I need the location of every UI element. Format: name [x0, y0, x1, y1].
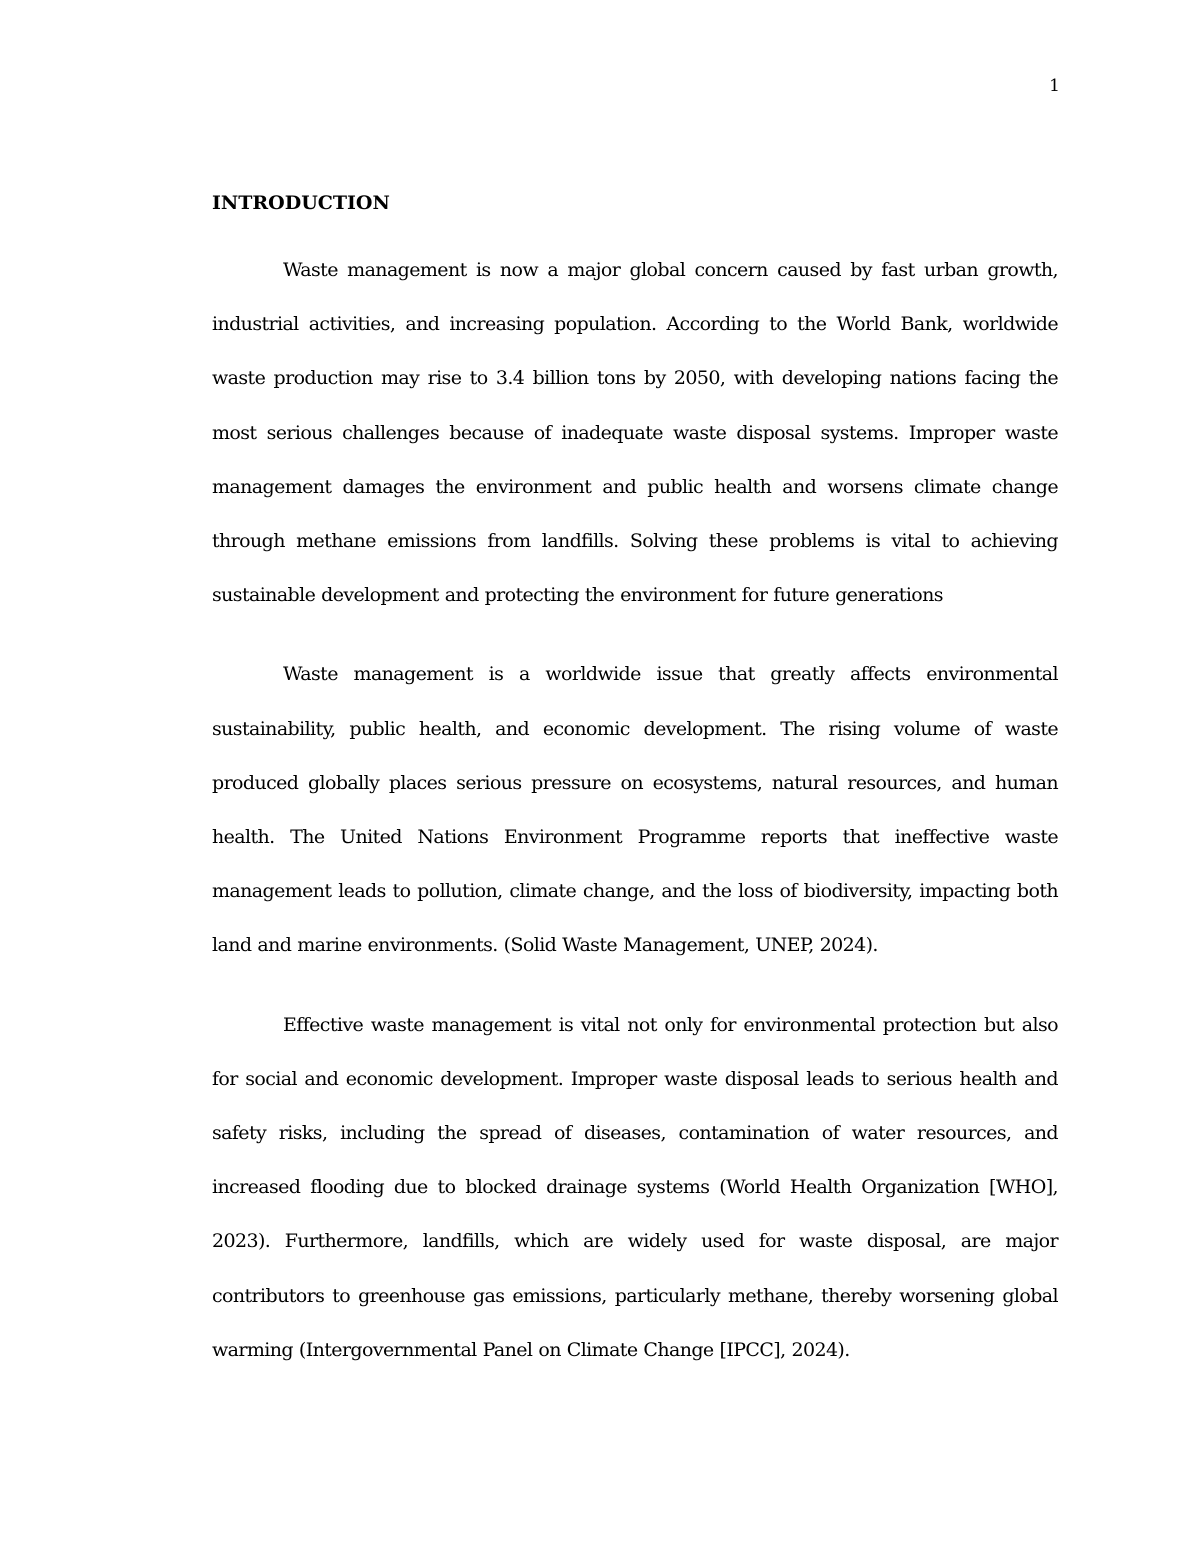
page-number: 1 — [1049, 76, 1060, 96]
document-body — [212, 189, 1058, 1402]
paragraph-3: Effective waste management is vital not only for environmental protection but also for social and economic development. Improper waste disposal leads to serious health and safety risks, including the spread of diseases, contamination of water resources, and increased flooding due to blocked drainage systems (World Health Organization [WHO], 2023). Furthermore, landfills, which are widely used for waste disposal, are major contributors to greenhouse gas emissions, particularly methane, thereby worsening global warming (Intergovernmental Panel on Climate Change [IPCC], 2024). — [212, 1013, 1058, 1361]
paragraph-1: Waste management is now a major global concern caused by fast urban growth, industrial activities, and increasing population. According to the World Bank, worldwide waste production may rise to 3.4 billion tons by 2050, with developing nations facing the most serious challenges because of inadequate waste disposal systems. Improper waste management damages the environment and public health and worsens climate change through methane emissions from landfills. Solving these problems is vital to achieving sustainable development and protecting the environment for future generations — [212, 259, 1058, 607]
section-heading: INTRODUCTION — [212, 192, 390, 214]
paragraph-2: Waste management is a worldwide issue that greatly affects environmental sustainability, public health, and economic development. The rising volume of waste produced globally places serious pressure on ecosystems, natural resources, and human health. The United Nations Environment Programme reports that ineffective waste management leads to pollution, climate change, and the loss of biodiversity, impacting both land and marine environments. (Solid Waste Management, UNEP, 2024). — [212, 663, 1058, 957]
